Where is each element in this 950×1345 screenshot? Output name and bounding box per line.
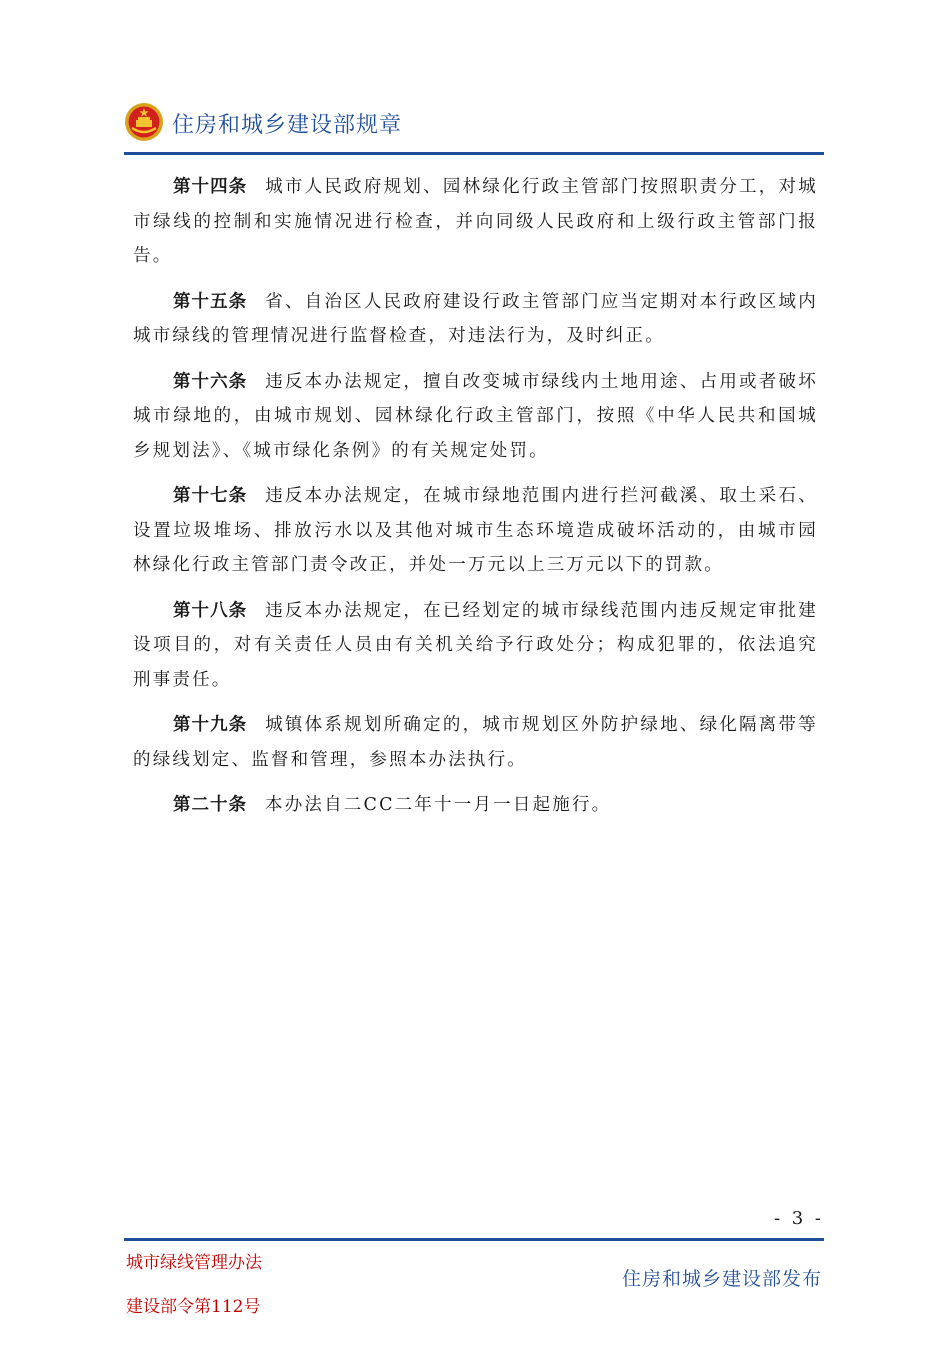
article-text: 省、自治区人民政府建设行政主管部门应当定期对本行政区域内城市绿线的管理情况进行监督检查，对违法行为，及时纠正。 <box>133 291 818 346</box>
footer-publisher: 住房和城乡建设部发布 <box>621 1268 822 1290</box>
article-17 <box>133 479 818 583</box>
article-text: 违反本办法规定，在城市绿地范围内进行拦河截溪、取土采石、设置垃圾堆场、排放污水以及其他对城市生态环境造成破坏活动的，由城市园林绿化行政主管部门责令改正，并处一万元以上三万元以下的罚款。 <box>133 486 818 575</box>
article-number: 第十七条 <box>173 486 248 506</box>
article-text: 城镇体系规划所确定的，城市规划区外防护绿地、绿化隔离带等的绿线划定、监督和管理，参照本办法执行。 <box>133 715 818 770</box>
article-number: 第十五条 <box>173 291 248 312</box>
article-text: 城市人民政府规划、园林绿化行政主管部门按照职责分工，对城市绿线的控制和实施情况进行检查，并向同级人民政府和上级行政主管部门报告。 <box>133 177 818 266</box>
article-20 <box>133 788 818 823</box>
national-emblem-icon <box>124 102 164 142</box>
article-text: 违反本办法规定，在已经划定的城市绿线范围内违反规定审批建设项目的，对有关责任人员由有关机关给予行政处分；构成犯罪的，依法追究刑事责任。 <box>133 600 818 690</box>
page-header <box>124 100 824 156</box>
page-number: - 3 - <box>773 1208 824 1229</box>
footer-divider <box>124 1238 824 1241</box>
article-16 <box>133 365 818 469</box>
article-number: 第二十条 <box>173 795 247 815</box>
article-list <box>133 170 818 834</box>
article-text: 违反本办法规定，擅自改变城市绿线内土地用途、占用或者破坏城市绿地的，由城市规划、园林绿化行政主管部门，按照《中华人民共和国城乡规划法》、《城市绿化条例》的有关规定处罚。 <box>133 371 818 461</box>
header-divider <box>124 152 824 155</box>
footer-order-number: 建设部令第112号 <box>126 1297 261 1317</box>
article-number: 第十八条 <box>173 600 248 621</box>
article-15 <box>133 285 818 354</box>
article-18 <box>133 594 818 698</box>
article-number: 第十六条 <box>173 371 248 392</box>
footer-doc-title: 城市绿线管理办法 <box>126 1253 262 1273</box>
article-14 <box>133 170 818 274</box>
article-number: 第十四条 <box>173 177 248 197</box>
header-title: 住房和城乡建设部规章 <box>172 113 403 138</box>
article-text: 本办法自二CC二年十一月一日起施行。 <box>265 795 612 815</box>
article-19 <box>133 708 818 777</box>
article-number: 第十九条 <box>173 715 248 735</box>
